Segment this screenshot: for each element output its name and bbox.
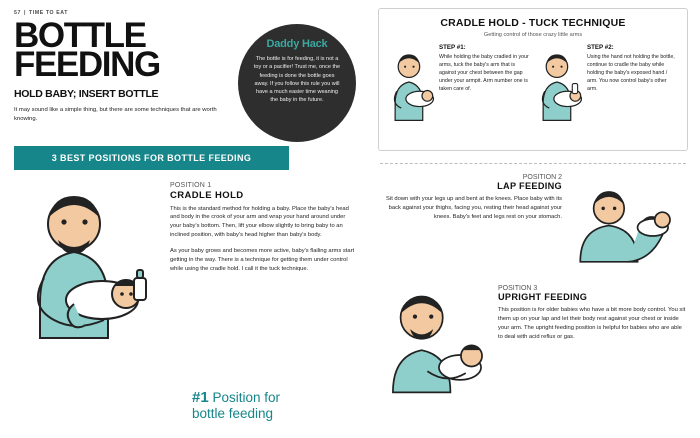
section-divider-1: [380, 163, 686, 164]
step-2-body: Using the hand not holding the bottle, continue to cradle the baby while holding the baby's exposed hand / arm. You now control baby's other arm.: [587, 54, 675, 92]
position-callout: [192, 389, 280, 422]
position-3-text: [498, 285, 688, 400]
position-2-row: [378, 174, 688, 279]
upright-feeding-illustration: [378, 285, 498, 400]
position-1-body: [170, 205, 356, 275]
daddy-hack-callout: [238, 24, 356, 142]
step-1-body: While holding the baby cradled in your arms, tuck the baby's arm that is against your chest between the gap under your armpit. Arm number one is taken care of.: [439, 54, 529, 92]
step-2-text: [583, 44, 677, 140]
right-page: [370, 0, 700, 438]
tuck-technique-steps: [389, 44, 677, 140]
position-3-row: [378, 285, 688, 400]
tuck-technique-card: [378, 8, 688, 151]
step-1-text: [435, 44, 529, 140]
step-2-heading: STEP #2:: [587, 44, 614, 51]
lap-feeding-illustration: [568, 174, 688, 279]
position-2-label: POSITION 2: [522, 174, 562, 181]
position-1-label: POSITION 1: [170, 181, 212, 189]
position-1-paragraph-1: This is the standard method for holding a baby. Place the baby's head and body in the crook of your arm and wrap your hand around under your baby's bottom. Then, lift your elbow slightly to bring baby to an inclined position, with baby's head higher than baby's body.: [170, 205, 349, 239]
section-name: TIME TO EAT: [29, 10, 69, 16]
position-1-paragraph-2: As your baby grows and becomes more active, baby's flailing arms start getting in the way. There is a technique for getting them under control while using the cradle hold. I call it the tuck technique.: [170, 248, 355, 273]
position-2-text: [378, 174, 568, 279]
position-2-body: Sit down with your legs up and bent at the knees. Place baby with its back against your thighs, facing you, resting their head against your knees. Baby's feet and legs rest on your stomach.: [386, 196, 562, 220]
cradle-hold-illustration: [14, 182, 164, 382]
daddy-hack-body: The bottle is for feeding, it is not a toy or a pacifier! Trust me, once the feeding is done the bottle goes away. If you follow this rule you will have a much easier time weaning the baby in the future.: [253, 56, 341, 104]
step-1-illustration: [389, 44, 435, 140]
page-subtitle: HOLD BABY; INSERT BOTTLE: [14, 88, 159, 101]
header-separator: |: [23, 10, 27, 16]
position-3-label: POSITION 3: [498, 285, 538, 292]
callout-line2: bottle feeding: [192, 406, 274, 422]
callout-hash: #1: [192, 389, 209, 407]
callout-line1: Position for: [212, 390, 280, 406]
position-2-name: LAP FEEDING: [497, 181, 562, 191]
step-1-heading: STEP #1:: [439, 44, 466, 51]
position-3-body: This position is for older babies who have a bit more body control. You sit them up on your lap and let their body rest against your chest or inside your arm. The upright feeding position is helpful for babies who are able to deal with acid reflux or gas.: [498, 307, 686, 340]
tuck-technique-subtitle: Getting control of those crazy little arms: [483, 32, 583, 38]
position-1-row: [14, 182, 356, 382]
page-number: 57: [14, 10, 21, 16]
step-2-illustration: [537, 44, 583, 140]
tuck-technique-title: CRADLE HOLD - TUCK TECHNIQUE: [440, 17, 626, 29]
position-3-name: UPRIGHT FEEDING: [498, 292, 588, 302]
page-title-line2: FEEDING: [14, 44, 160, 84]
page-title-line1: BOTTLE: [14, 16, 146, 55]
step-2: [537, 44, 677, 140]
position-1-name: CRADLE HOLD: [170, 189, 244, 201]
step-1: [389, 44, 529, 140]
position-1-text: [164, 182, 356, 382]
positions-banner: 3 BEST POSITIONS FOR BOTTLE FEEDING: [14, 146, 289, 170]
daddy-hack-title: Daddy Hack: [266, 38, 328, 50]
page-intro-text: It may sound like a simple thing, but there are some techniques that are worth knowing.: [14, 107, 217, 122]
